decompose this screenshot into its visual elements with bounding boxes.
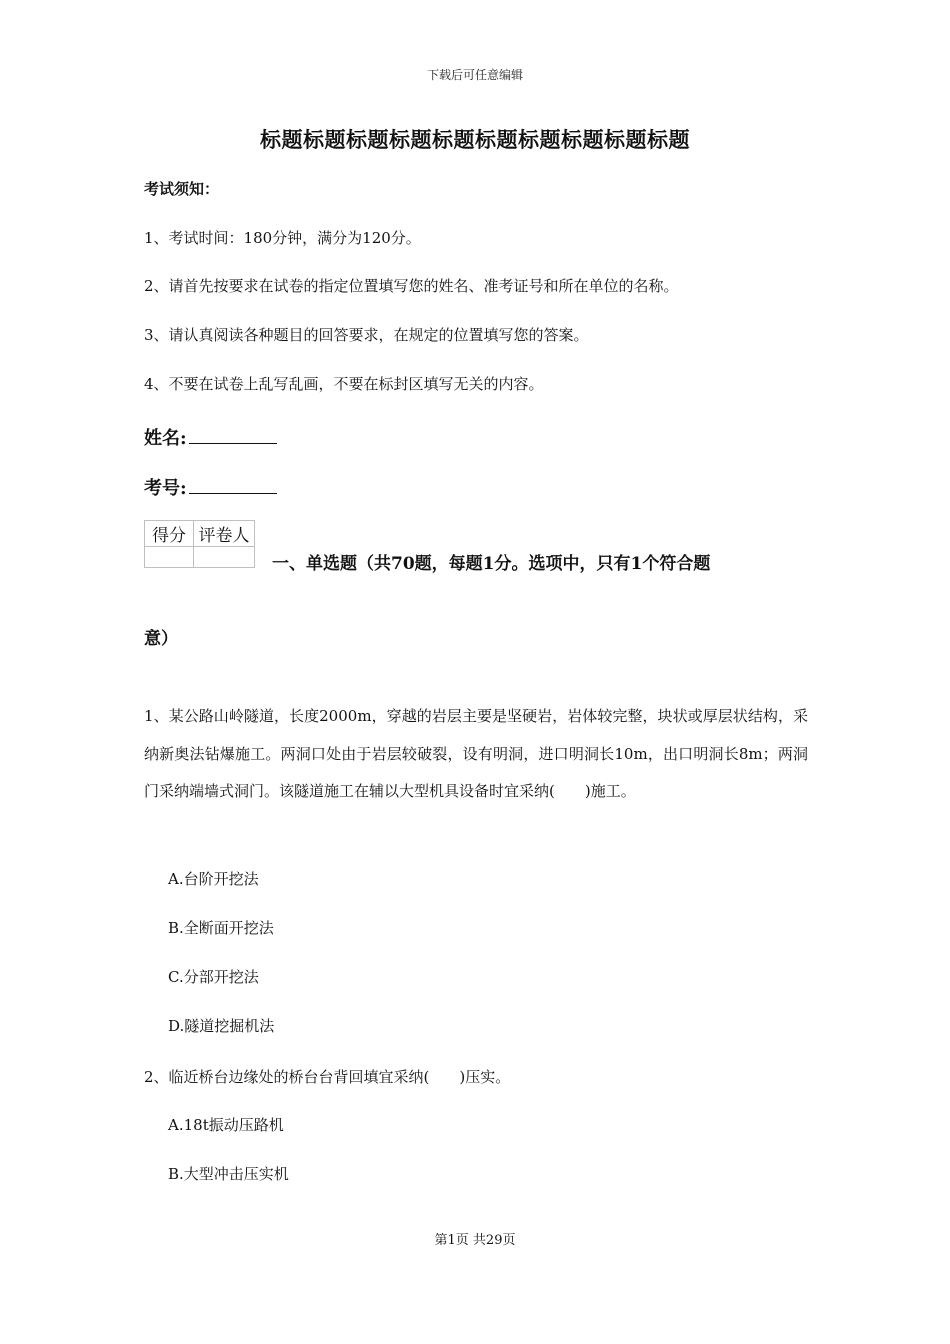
option-b[interactable]: B.全断面开挖法: [168, 919, 274, 937]
notice-heading: 考试须知：: [144, 180, 220, 198]
notice-item: 1、考试时间：180分钟，满分为120分。: [144, 229, 421, 247]
section-title-continued: 意）: [144, 629, 178, 649]
section-title: 一、单选题（共70题，每题1分。选项中，只有1个符合题: [272, 554, 711, 574]
option-b[interactable]: B.大型冲击压实机: [168, 1165, 289, 1183]
notice-item: 3、请认真阅读各种题目的回答要求，在规定的位置填写您的答案。: [144, 326, 589, 344]
option-d[interactable]: D.隧道挖掘机法: [168, 1017, 275, 1035]
grader-header: 评卷人: [194, 521, 255, 547]
header-note: 下载后可任意编辑: [426, 68, 523, 82]
name-field[interactable]: [144, 424, 277, 450]
question-stem: 2、临近桥台边缘处的桥台台背回填宜采纳( )压实。: [144, 1068, 511, 1086]
exam-number-label: 考号:: [144, 478, 187, 499]
name-label: 姓名:: [144, 428, 187, 449]
score-cell[interactable]: [145, 547, 194, 568]
exam-number-field[interactable]: [144, 474, 277, 500]
option-a[interactable]: A.台阶开挖法: [168, 870, 259, 888]
notice-item: 2、请首先按要求在试卷的指定位置填写您的姓名、准考证号和所在单位的名称。: [144, 277, 679, 295]
name-blank-line[interactable]: [189, 425, 277, 444]
option-c[interactable]: C.分部开挖法: [168, 968, 259, 986]
score-header: 得分: [145, 521, 194, 547]
exam-number-blank-line[interactable]: [189, 475, 277, 494]
document-title: 标题标题标题标题标题标题标题标题标题标题: [260, 127, 690, 152]
score-table: [144, 520, 255, 568]
notice-item: 4、不要在试卷上乱写乱画，不要在标封区填写无关的内容。: [144, 375, 544, 393]
grader-cell[interactable]: [194, 547, 255, 568]
option-a[interactable]: A.18t振动压路机: [168, 1116, 284, 1134]
page-footer: 第1页 共29页: [434, 1233, 516, 1248]
question-stem: 1、某公路山岭隧道，长度2000m，穿越的岩层主要是坚硬岩，岩体较完整，块状或厚层状结构，采纳新奥法钻爆施工。两洞口处由于岩层较破裂，设有明洞，进口明洞长10m，出口明洞长8m；两洞门采纳端墙式洞门。该隧道施工在辅以大型机具设备时宜采纳( )施工。: [144, 707, 808, 800]
